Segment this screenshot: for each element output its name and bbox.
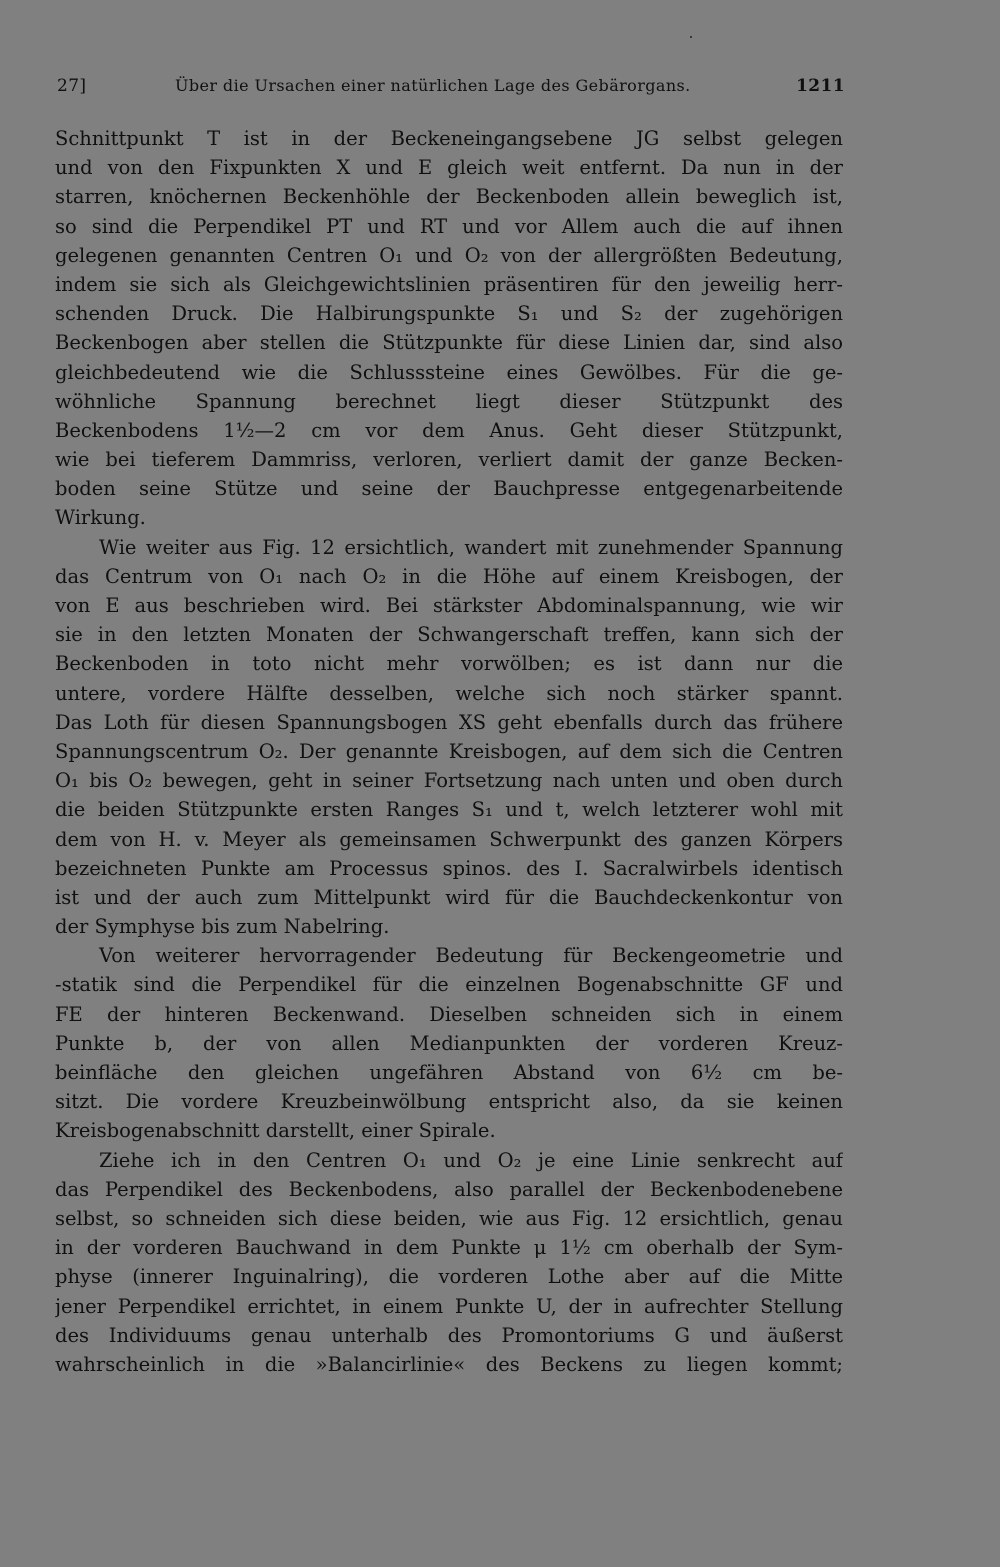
text-line: von E aus beschrieben wird. Bei stärkster Abdominalspannung, wie wir [55, 594, 843, 617]
running-head [55, 76, 845, 100]
text-line: jener Perpendikel errichtet, in einem Punkte U, der in aufrechter Stellung [55, 1294, 843, 1318]
text-line: wie bei tieferem Dammriss, verloren, verliert damit der ganze Becken- [55, 448, 843, 472]
text-line: der Symphyse bis zum Nabelring. [55, 915, 390, 939]
text-line: Beckenbodens 1½—2 cm vor dem Anus. Geht dieser Stützpunkt, [55, 418, 843, 442]
text-line: wahrscheinlich in die »Balancirlinie« des Beckens zu liegen kommt; [55, 1352, 843, 1376]
text-line: ist und der auch zum Mittelpunkt wird für die Bauchdeckenkontur von [55, 885, 843, 909]
text-line: starren, knöchernen Beckenhöhle der Beckenboden allein beweglich ist, [55, 185, 843, 209]
text-line: Von weiterer hervorragender Bedeutung für Beckengeometrie und [99, 944, 843, 968]
text-line: Beckenboden in toto nicht mehr vorwölben; es ist dann nur die [55, 652, 843, 676]
text-line: das Centrum von O₁ nach O₂ in die Höhe auf einem Kreisbogen, der [55, 564, 843, 588]
text-line: Das Loth für diesen Spannungsbogen XS geht ebenfalls durch das frühere [55, 710, 843, 734]
text-line: gelegenen genannten Centren O₁ und O₂ von der allergrößten Bedeutung, [55, 243, 843, 267]
text-line: -statik sind die Perpendikel für die einzelnen Bogenabschnitte GF und [55, 973, 843, 997]
scan-speck [690, 36, 692, 38]
page-reference: 27] [57, 76, 87, 96]
text-line: FE der hinteren Beckenwand. Dieselben schneiden sich in einem [55, 1002, 843, 1026]
text-line: bezeichneten Punkte am Processus spinos. des I. Sacralwirbels identisch [55, 856, 843, 880]
text-line: Wie weiter aus Fig. 12 ersichtlich, wandert mit zunehmender Spannung [99, 535, 843, 559]
text-line: indem sie sich als Gleichgewichtslinien präsentiren für den jeweilig herr- [55, 272, 843, 296]
text-line: schenden Druck. Die Halbirungspunkte S₁ und S₂ der zugehörigen [55, 302, 843, 326]
text-line: und von den Fixpunkten X und E gleich weit entfernt. Da nun in der [55, 156, 843, 180]
text-line: Spannungscentrum O₂. Der genannte Kreisbogen, auf dem sich die Centren [55, 739, 843, 763]
text-line: boden seine Stütze und seine der Bauchpresse entgegenarbeitende [55, 477, 843, 501]
text-line: die beiden Stützpunkte ersten Ranges S₁ und t, welch letzterer wohl mit [55, 798, 843, 822]
text-line: O₁ bis O₂ bewegen, geht in seiner Fortsetzung nach unten und oben durch [55, 769, 843, 793]
text-line: Kreisbogenabschnitt darstellt, einer Spirale. [55, 1119, 496, 1143]
text-line: sitzt. Die vordere Kreuzbeinwölbung entspricht also, da sie keinen [55, 1090, 843, 1114]
page-number: 1211 [796, 76, 845, 96]
text-line: so sind die Perpendikel PT und RT und vor Allem auch die auf ihnen [55, 214, 843, 238]
text-line: gleichbedeutend wie die Schlusssteine eines Gewölbes. Für die ge- [55, 360, 843, 384]
text-line: in der vorderen Bauchwand in dem Punkte μ 1½ cm oberhalb der Sym- [55, 1236, 843, 1260]
text-line: wöhnliche Spannung berechnet liegt dieser Stützpunkt des [55, 389, 843, 413]
text-line: dem von H. v. Meyer als gemeinsamen Schwerpunkt des ganzen Körpers [55, 827, 843, 851]
running-title: Über die Ursachen einer natürlichen Lage des Gebärorgans. [175, 76, 691, 95]
text-line: physe (innerer Inguinalring), die vorderen Lothe aber auf die Mitte [55, 1265, 843, 1289]
text-line: Punkte b, der von allen Medianpunkten der vorderen Kreuz- [55, 1031, 843, 1055]
text-line: des Individuums genau unterhalb des Promontoriums G und äußerst [55, 1323, 843, 1347]
text-line: Ziehe ich in den Centren O₁ und O₂ je eine Linie senkrecht auf [99, 1148, 843, 1172]
body-text [55, 124, 843, 1379]
text-line: das Perpendikel des Beckenbodens, also parallel der Beckenbodenebene [55, 1177, 843, 1201]
text-line: sie in den letzten Monaten der Schwangerschaft treffen, kann sich der [55, 623, 843, 647]
text-line: Beckenbogen aber stellen die Stützpunkte für diese Linien dar, sind also [55, 331, 843, 355]
text-line: untere, vordere Hälfte desselben, welche sich noch stärker spannt. [55, 681, 843, 705]
text-line: beinfläche den gleichen ungefähren Abstand von 6½ cm be- [55, 1061, 843, 1084]
text-line: Schnittpunkt T ist in der Beckeneingangsebene JG selbst gelegen [55, 127, 843, 150]
text-line: Wirkung. [55, 506, 146, 530]
text-line: selbst, so schneiden sich diese beiden, wie aus Fig. 12 ersichtlich, genau [55, 1206, 843, 1230]
